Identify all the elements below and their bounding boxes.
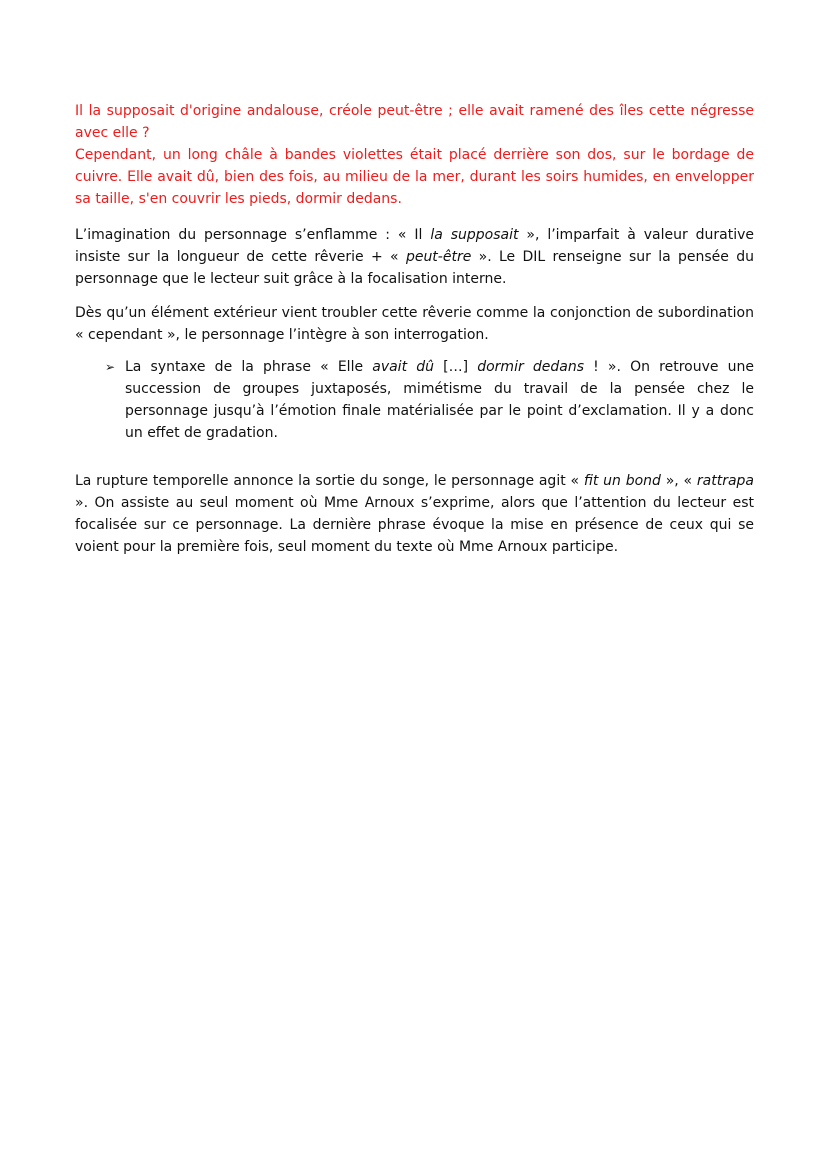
italic-run: dormir dedans	[477, 359, 584, 375]
paragraph-imagination	[75, 224, 754, 290]
arrow-bullet-icon: ➢	[105, 360, 116, 374]
italic-run: avait dû	[372, 359, 434, 375]
text-run: La syntaxe de la phrase « Elle	[125, 359, 373, 375]
text-run: ». Le DIL renseigne sur la pensée du personnage que le lecteur suit grâce à la focalisation interne.	[75, 249, 754, 287]
text-run: ». On assiste au seul moment où Mme Arnoux s’exprime, alors que l’attention du lecteur est focalisée sur ce personnage. La dernière phrase évoque la mise en présence de ceux qui se voient pour la première fois, seul moment du texte où Mme Arnoux participe.	[75, 495, 754, 555]
text-run: ! ». On retrouve une succession de groupes juxtaposés, mimétisme du travail de la pensée chez le personnage jusqu’à l’émotion finale matérialisée par le point d’exclamation. Il y a donc un effet de gradation.	[125, 359, 754, 441]
text-run: », «	[660, 473, 697, 489]
italic-run: fit un bond	[583, 473, 661, 489]
text-run: La rupture temporelle annonce la sortie du songe, le personnage agit «	[75, 473, 584, 489]
spacer	[75, 444, 754, 470]
paragraph-cependant: Dès qu’un élément extérieur vient troubler cette rêverie comme la conjonction de subordination « cependant », le personnage l’intègre à son interrogation.	[75, 305, 754, 343]
quote-line-1: Il la supposait d'origine andalouse, créole peut-être ; elle avait ramené des îles cette négresse avec elle ?	[75, 103, 754, 141]
text-run: », l’imparfait à valeur durative insiste sur la longueur de cette rêverie + «	[75, 227, 754, 265]
bullet-item	[105, 356, 754, 444]
document-content	[75, 100, 754, 558]
italic-run: peut-être	[405, 249, 472, 265]
spacer	[75, 290, 754, 302]
text-run: […]	[433, 359, 478, 375]
text-run: L’imagination du personnage s’enflamme : « Il	[75, 227, 431, 243]
italic-run: rattrapa	[696, 473, 754, 489]
spacer	[75, 346, 754, 356]
italic-run: la supposait	[430, 227, 519, 243]
quote-line-2: Cependant, un long châle à bandes violettes était placé derrière son dos, sur le bordage de cuivre. Elle avait dû, bien des fois, au milieu de la mer, durant les soirs humides, en envelopper sa taille, s'en couvrir les pieds, dormir dedans.	[75, 147, 754, 207]
bullet-text	[125, 356, 754, 444]
spacer	[75, 210, 754, 224]
paragraph-rupture	[75, 470, 754, 558]
